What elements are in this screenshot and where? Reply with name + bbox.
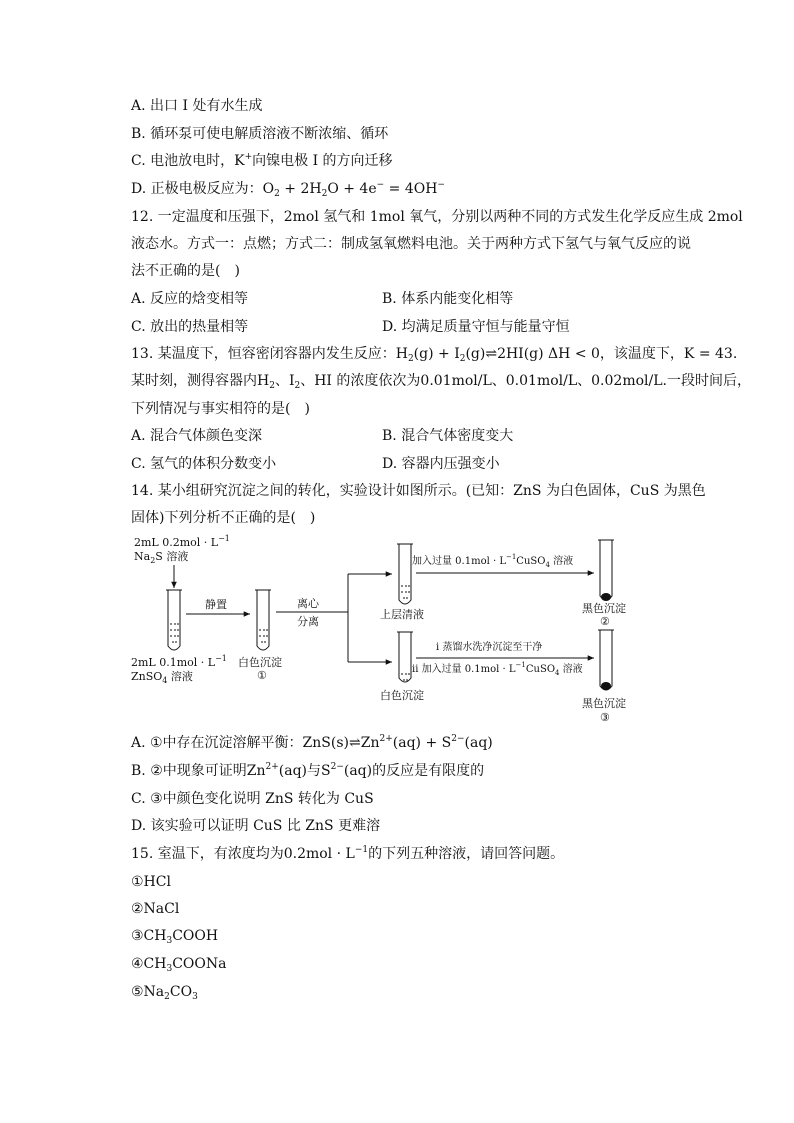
znso4-label-line1: 2mL $0.1mol \cdot L^{-1}$	[131, 654, 227, 669]
centrifuge-label-1: 离心	[297, 597, 319, 610]
black-precipitate-label-3: 黑色沉淀	[582, 697, 626, 710]
q13-stem-line2: 某时刻，测得容器内$H_2$、$I_2$、HI 的浓度依次为0.01mol/L、0.01mol/L、0.02mol/L.一段时间后，	[131, 373, 751, 391]
test-tube-znso4	[166, 590, 182, 650]
q13-option-a: A. 混合气体颜色变深	[131, 428, 263, 444]
centrifuge-label-2: 分离	[297, 615, 319, 628]
step-i-label: i 蒸馏水洗净沉淀至干净	[436, 642, 543, 653]
q12-stem-line1: 12. 一定温度和压强下，2mol 氢气和 1mol 氧气，分别以两种不同的方式发生化学反应生成 2mol	[131, 209, 743, 225]
q15-solution-4: $④CH_3COONa$	[131, 956, 227, 974]
q14-stem-line2: 固体)下列分析不正确的是( )	[131, 510, 316, 526]
q15-stem: 15. 室温下，有浓度均为$0.2mol \cdot L^{-1}$的下列五种溶液，请回答问题。	[131, 845, 565, 862]
still-label: 静置	[205, 598, 227, 611]
q11-option-b: B. 循环泵可使电解质溶液不断浓缩、循环	[131, 126, 389, 142]
q15-solution-3: $③CH_3COOH$	[131, 928, 219, 946]
step-ii-label: ii 加入过量 $0.1mol \cdot L^{-1}CuSO_4$ 溶液	[412, 661, 583, 677]
q15-solution-1: ①HCl	[131, 874, 171, 890]
q13-option-b: B. 混合气体密度变大	[382, 428, 514, 444]
test-tube-1	[255, 590, 271, 650]
circle-3-label: ③	[600, 711, 610, 724]
q12-option-a: A. 反应的焓变相等	[131, 291, 249, 307]
test-tube-white-precipitate	[397, 632, 413, 682]
q13-option-c: C. 氢气的体积分数变小	[131, 456, 277, 472]
q11-option-c: C. 电池放电时，K+向镍电极 I 的方向迁移	[131, 152, 393, 169]
q12-option-b: B. 体系内能变化相等	[382, 291, 514, 307]
q11-option-d: D. 正极电极反应为：$O_2 + 2H_2O + 4e^- = 4OH^-$	[131, 180, 445, 199]
q12-stem-line2: 液态水。方式一：点燃；方式二：制成氢氧燃料电池。关于两种方式下氢气与氧气反应的说	[131, 236, 691, 252]
q14-option-a: A. ①中存在沉淀溶解平衡：$ZnS(s)\rightleftharpoons Zn^{2+}(aq) + S^{2-}(aq)$	[131, 734, 493, 751]
add-cuso4-label-top: 加入过量 $0.1mol \cdot L^{-1}CuSO_4$ 溶液	[412, 553, 574, 569]
q13-option-d: D. 容器内压强变小	[382, 456, 500, 472]
q15-solution-5: $⑤Na_2CO_3$	[131, 984, 198, 1002]
q14-option-d: D. 该实验可以证明 CuS 比 ZnS 更难溶	[131, 818, 381, 834]
znso4-label-line2: ZnSO$_4$ 溶液	[131, 670, 193, 685]
q14-option-b: B. ②中现象可证明$Zn^{2+}(aq)$与$S^{2-}(aq)$的反应是有限度的	[131, 762, 485, 779]
white-precipitate-label-2: 白色沉淀	[380, 689, 424, 702]
na2s-label-line1: 2mL $0.2mol \cdot L^{-1}$	[134, 534, 230, 549]
q12-option-d: D. 均满足质量守恒与能量守恒	[382, 319, 570, 335]
test-tube-3	[598, 630, 614, 690]
q13-stem-line3: 下列情况与事实相符的是( )	[131, 401, 310, 417]
circle-1-label: ①	[257, 669, 267, 682]
q15-solution-2: ②NaCl	[131, 901, 180, 917]
supernatant-label: 上层清液	[380, 608, 424, 621]
black-precipitate-label-2: 黑色沉淀	[582, 602, 626, 615]
circle-2-label: ②	[600, 615, 610, 628]
na2s-label-line2: $Na_2S$ 溶液	[134, 550, 189, 565]
q12-stem-line3: 法不正确的是( )	[131, 263, 240, 279]
q11-option-a: A. 出口 I 处有水生成	[131, 98, 263, 114]
test-tube-supernatant	[397, 544, 413, 604]
q14-stem-line1: 14. 某小组研究沉淀之间的转化，实验设计如图所示。(已知：ZnS 为白色固体，CuS 为黑色	[131, 483, 706, 499]
q14-option-c: C. ③中颜色变化说明 ZnS 转化为 CuS	[131, 791, 374, 807]
q12-option-c: C. 放出的热量相等	[131, 319, 249, 335]
test-tube-2	[598, 540, 614, 601]
white-precipitate-label-1: 白色沉淀	[238, 656, 282, 669]
q13-stem-line1: 13. 某温度下，恒容密闭容器内发生反应：$H_2(g)$ + $I_2(g)\rightleftharpoons 2HI(g) \Delta H < 0$，该温度下，K = 43.	[131, 346, 738, 364]
